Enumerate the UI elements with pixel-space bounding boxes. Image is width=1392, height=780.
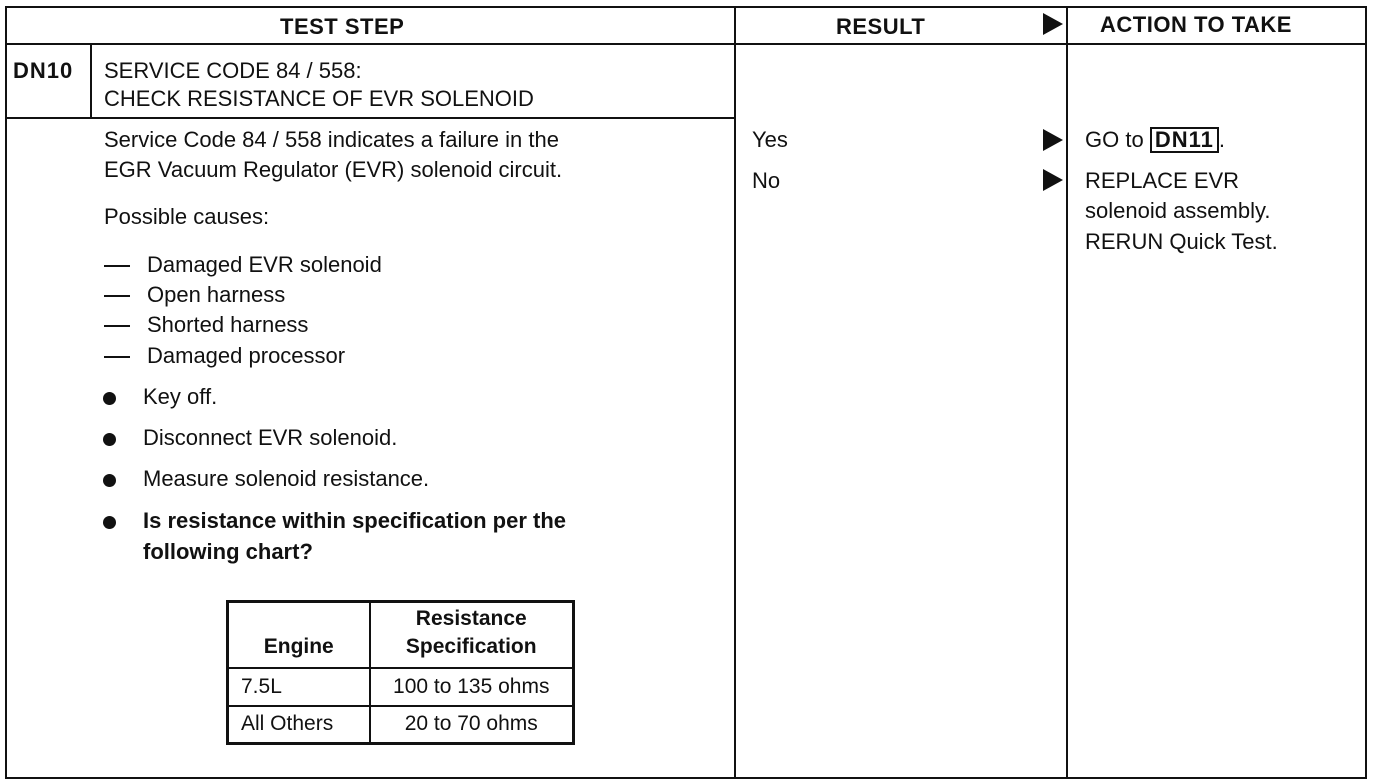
step-title-line2: CHECK RESISTANCE OF EVR SOLENOID [104,86,534,111]
header-divider [5,43,1367,45]
result-no-arrow-icon [1043,169,1063,191]
header-test-step: TEST STEP [280,14,405,39]
bullet-icon [103,392,116,405]
spec-table-header-row [228,602,574,668]
bullet-icon [103,474,116,487]
cause-item: Damaged EVR solenoid [147,252,382,277]
step-title-divider [5,117,736,119]
header-result: RESULT [836,14,926,39]
cause-item: Open harness [147,282,286,307]
resistance-spec-table [226,600,575,745]
col-divider-result [734,6,736,779]
cause-item: Shorted harness [147,312,309,337]
spec-engine-cell: All Others [228,706,370,744]
header-arrow-icon [1043,13,1063,35]
spec-header-line1: Resistance [415,606,527,630]
bullet-item: Key off. [143,384,218,409]
spec-header-specification [370,602,574,668]
action-yes-suffix: . [1218,127,1225,152]
cause-dash-icon [104,356,130,358]
intro-line1: Service Code 84 / 558 indicates a failure in the [104,127,559,152]
question-line2: following chart? [143,539,313,564]
frame-top [5,6,1367,8]
action-no-line3: RERUN Quick Test. [1085,229,1278,254]
step-title-line1: SERVICE CODE 84 / 558: [104,58,362,83]
frame-bottom [5,777,1367,779]
spec-header-engine: Engine [228,602,370,668]
question-line1: Is resistance within specification per the [143,508,567,533]
table-row [228,668,574,706]
header-action: ACTION TO TAKE [1100,12,1292,37]
table-row [228,706,574,744]
step-code-divider [90,44,92,118]
action-yes [1085,125,1225,155]
result-yes: Yes [752,127,788,152]
spec-value-cell: 100 to 135 ohms [370,668,574,706]
bullet-icon [103,516,116,529]
spec-engine-cell: 7.5L [228,668,370,706]
frame-left [5,6,7,779]
bullet-icon [103,433,116,446]
spec-value-cell: 20 to 70 ohms [370,706,574,744]
causes-heading: Possible causes: [104,204,270,229]
frame-right [1365,6,1367,779]
step-code: DN10 [13,58,74,83]
action-yes-prefix: GO to [1085,127,1144,152]
cause-item: Damaged processor [147,343,346,368]
col-divider-action [1066,6,1068,779]
action-no-line1: REPLACE EVR [1085,168,1240,193]
cause-dash-icon [104,325,130,327]
result-yes-arrow-icon [1043,129,1063,151]
spec-header-line2: Specification [405,634,537,658]
result-no: No [752,168,781,193]
bullet-item: Disconnect EVR solenoid. [143,425,398,450]
cause-dash-icon [104,295,130,297]
step-reference-dn11[interactable]: DN11 [1150,127,1219,153]
cause-dash-icon [104,265,130,267]
intro-line2: EGR Vacuum Regulator (EVR) solenoid circuit. [104,157,563,182]
action-no-line2: solenoid assembly. [1085,198,1271,223]
bullet-item: Measure solenoid resistance. [143,466,430,491]
